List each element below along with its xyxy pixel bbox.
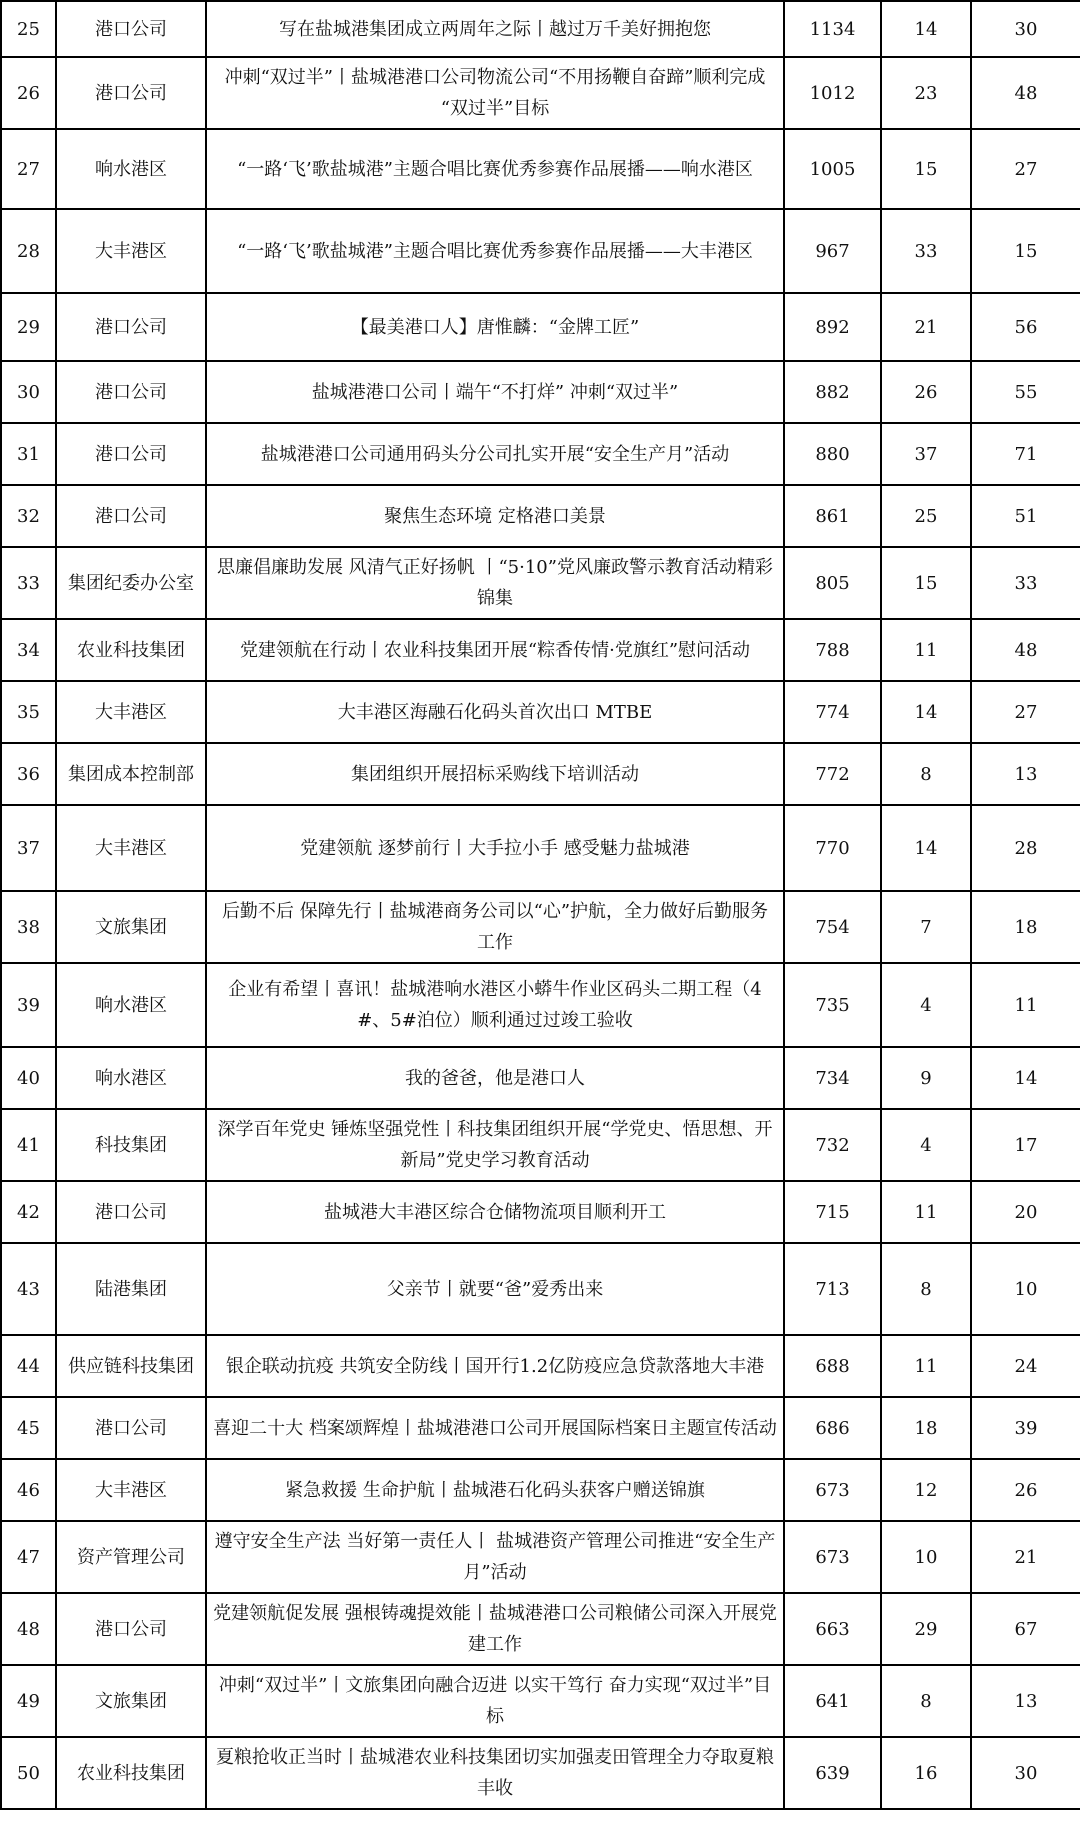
- row-number-cell: 43: [1, 1243, 56, 1335]
- article-title-cell: 【最美港口人】唐惟麟：“金牌工匠”: [206, 293, 784, 361]
- count-cell-2: 15: [881, 547, 971, 619]
- department-cell: 供应链科技集团: [56, 1335, 206, 1397]
- count-cell-2: 18: [881, 1397, 971, 1459]
- department-cell: 农业科技集团: [56, 619, 206, 681]
- read-count-cell: 715: [784, 1181, 881, 1243]
- count-cell-2: 14: [881, 1, 971, 57]
- count-cell-2: 8: [881, 1243, 971, 1335]
- row-number-cell: 47: [1, 1521, 56, 1593]
- article-title-cell: 盐城港港口公司通用码头分公司扎实开展“安全生产月”活动: [206, 423, 784, 485]
- read-count-cell: 861: [784, 485, 881, 547]
- count-cell-2: 4: [881, 1109, 971, 1181]
- table-row: [1, 1665, 1080, 1737]
- count-cell-3: 21: [971, 1521, 1080, 1593]
- row-number-cell: 31: [1, 423, 56, 485]
- count-cell-3: 56: [971, 293, 1080, 361]
- table-row: [1, 1521, 1080, 1593]
- read-count-cell: 735: [784, 963, 881, 1047]
- article-title-cell: 遵守安全生产法 当好第一责任人丨 盐城港资产管理公司推进“安全生产月”活动: [206, 1521, 784, 1593]
- count-cell-3: 11: [971, 963, 1080, 1047]
- table-row: [1, 619, 1080, 681]
- department-cell: 港口公司: [56, 423, 206, 485]
- table-row: [1, 1243, 1080, 1335]
- department-cell: 港口公司: [56, 361, 206, 423]
- read-count-cell: 663: [784, 1593, 881, 1665]
- department-cell: 港口公司: [56, 1397, 206, 1459]
- table-row: [1, 1593, 1080, 1665]
- count-cell-3: 14: [971, 1047, 1080, 1109]
- count-cell-3: 10: [971, 1243, 1080, 1335]
- count-cell-2: 10: [881, 1521, 971, 1593]
- row-number-cell: 40: [1, 1047, 56, 1109]
- article-title-cell: “一路‘飞’歌盐城港”主题合唱比赛优秀参赛作品展播——大丰港区: [206, 209, 784, 293]
- count-cell-2: 33: [881, 209, 971, 293]
- count-cell-3: 33: [971, 547, 1080, 619]
- row-number-cell: 36: [1, 743, 56, 805]
- table-row: [1, 361, 1080, 423]
- read-count-cell: 734: [784, 1047, 881, 1109]
- table-row: [1, 891, 1080, 963]
- table-row: [1, 1109, 1080, 1181]
- row-number-cell: 28: [1, 209, 56, 293]
- count-cell-2: 7: [881, 891, 971, 963]
- count-cell-3: 39: [971, 1397, 1080, 1459]
- department-cell: 科技集团: [56, 1109, 206, 1181]
- count-cell-2: 29: [881, 1593, 971, 1665]
- article-title-cell: 聚焦生态环境 定格港口美景: [206, 485, 784, 547]
- read-count-cell: 639: [784, 1737, 881, 1809]
- row-number-cell: 49: [1, 1665, 56, 1737]
- count-cell-3: 27: [971, 681, 1080, 743]
- row-number-cell: 42: [1, 1181, 56, 1243]
- table-row: [1, 1737, 1080, 1809]
- article-title-cell: 集团组织开展招标采购线下培训活动: [206, 743, 784, 805]
- row-number-cell: 44: [1, 1335, 56, 1397]
- table-row: [1, 1335, 1080, 1397]
- count-cell-3: 67: [971, 1593, 1080, 1665]
- count-cell-3: 15: [971, 209, 1080, 293]
- read-count-cell: 641: [784, 1665, 881, 1737]
- row-number-cell: 29: [1, 293, 56, 361]
- article-title-cell: 盐城港大丰港区综合仓储物流项目顺利开工: [206, 1181, 784, 1243]
- read-count-cell: 892: [784, 293, 881, 361]
- count-cell-2: 8: [881, 1665, 971, 1737]
- count-cell-2: 11: [881, 619, 971, 681]
- row-number-cell: 35: [1, 681, 56, 743]
- count-cell-2: 8: [881, 743, 971, 805]
- read-count-cell: 713: [784, 1243, 881, 1335]
- table-row: [1, 293, 1080, 361]
- count-cell-3: 26: [971, 1459, 1080, 1521]
- department-cell: 集团成本控制部: [56, 743, 206, 805]
- department-cell: 大丰港区: [56, 209, 206, 293]
- count-cell-2: 9: [881, 1047, 971, 1109]
- table-row: [1, 1047, 1080, 1109]
- table-row: [1, 805, 1080, 891]
- count-cell-3: 48: [971, 57, 1080, 129]
- department-cell: 港口公司: [56, 485, 206, 547]
- row-number-cell: 30: [1, 361, 56, 423]
- row-number-cell: 41: [1, 1109, 56, 1181]
- department-cell: 大丰港区: [56, 681, 206, 743]
- table-row: [1, 485, 1080, 547]
- read-count-cell: 770: [784, 805, 881, 891]
- read-count-cell: 686: [784, 1397, 881, 1459]
- count-cell-2: 15: [881, 129, 971, 209]
- table-row: [1, 57, 1080, 129]
- department-cell: 响水港区: [56, 129, 206, 209]
- department-cell: 港口公司: [56, 57, 206, 129]
- count-cell-3: 28: [971, 805, 1080, 891]
- article-title-cell: 深学百年党史 锤炼坚强党性丨科技集团组织开展“学党史、悟思想、开新局”党史学习教育活动: [206, 1109, 784, 1181]
- article-title-cell: 喜迎二十大 档案颂辉煌丨盐城港港口公司开展国际档案日主题宣传活动: [206, 1397, 784, 1459]
- count-cell-2: 14: [881, 805, 971, 891]
- read-count-cell: 967: [784, 209, 881, 293]
- table-body: [1, 1, 1080, 1809]
- count-cell-3: 13: [971, 743, 1080, 805]
- count-cell-3: 17: [971, 1109, 1080, 1181]
- row-number-cell: 38: [1, 891, 56, 963]
- count-cell-2: 14: [881, 681, 971, 743]
- department-cell: 文旅集团: [56, 1665, 206, 1737]
- department-cell: 陆港集团: [56, 1243, 206, 1335]
- read-count-cell: 882: [784, 361, 881, 423]
- count-cell-2: 21: [881, 293, 971, 361]
- count-cell-2: 23: [881, 57, 971, 129]
- read-count-cell: 788: [784, 619, 881, 681]
- count-cell-2: 16: [881, 1737, 971, 1809]
- row-number-cell: 50: [1, 1737, 56, 1809]
- row-number-cell: 34: [1, 619, 56, 681]
- table-row: [1, 1397, 1080, 1459]
- row-number-cell: 27: [1, 129, 56, 209]
- row-number-cell: 39: [1, 963, 56, 1047]
- article-title-cell: 写在盐城港集团成立两周年之际丨越过万千美好拥抱您: [206, 1, 784, 57]
- read-count-cell: 880: [784, 423, 881, 485]
- count-cell-2: 26: [881, 361, 971, 423]
- department-cell: 港口公司: [56, 1181, 206, 1243]
- row-number-cell: 46: [1, 1459, 56, 1521]
- article-title-cell: 冲刺“双过半”丨盐城港港口公司物流公司“不用扬鞭自奋蹄”顺利完成“双过半”目标: [206, 57, 784, 129]
- table-row: [1, 743, 1080, 805]
- table-row: [1, 1181, 1080, 1243]
- count-cell-3: 13: [971, 1665, 1080, 1737]
- read-count-cell: 1134: [784, 1, 881, 57]
- count-cell-3: 30: [971, 1737, 1080, 1809]
- row-number-cell: 32: [1, 485, 56, 547]
- department-cell: 港口公司: [56, 1593, 206, 1665]
- article-title-cell: 企业有希望丨喜讯！盐城港响水港区小蟒牛作业区码头二期工程（4#、5#泊位）顺利通过过竣工验收: [206, 963, 784, 1047]
- article-title-cell: 党建领航 逐梦前行丨大手拉小手 感受魅力盐城港: [206, 805, 784, 891]
- row-number-cell: 37: [1, 805, 56, 891]
- table-row: [1, 963, 1080, 1047]
- count-cell-2: 25: [881, 485, 971, 547]
- department-cell: 响水港区: [56, 963, 206, 1047]
- count-cell-3: 27: [971, 129, 1080, 209]
- table-row: [1, 209, 1080, 293]
- department-cell: 响水港区: [56, 1047, 206, 1109]
- article-title-cell: 夏粮抢收正当时丨盐城港农业科技集团切实加强麦田管理全力夺取夏粮丰收: [206, 1737, 784, 1809]
- department-cell: 农业科技集团: [56, 1737, 206, 1809]
- count-cell-3: 18: [971, 891, 1080, 963]
- row-number-cell: 48: [1, 1593, 56, 1665]
- article-title-cell: 思廉倡廉助发展 风清气正好扬帆 丨“5·10”党风廉政警示教育活动精彩锦集: [206, 547, 784, 619]
- read-count-cell: 673: [784, 1459, 881, 1521]
- article-title-cell: 党建领航促发展 强根铸魂提效能丨盐城港港口公司粮储公司深入开展党建工作: [206, 1593, 784, 1665]
- table-row: [1, 1459, 1080, 1521]
- count-cell-3: 55: [971, 361, 1080, 423]
- read-count-cell: 1005: [784, 129, 881, 209]
- count-cell-3: 48: [971, 619, 1080, 681]
- read-count-cell: 774: [784, 681, 881, 743]
- department-cell: 集团纪委办公室: [56, 547, 206, 619]
- count-cell-2: 11: [881, 1181, 971, 1243]
- article-title-cell: 紧急救援 生命护航丨盐城港石化码头获客户赠送锦旗: [206, 1459, 784, 1521]
- count-cell-3: 20: [971, 1181, 1080, 1243]
- read-count-cell: 772: [784, 743, 881, 805]
- count-cell-3: 71: [971, 423, 1080, 485]
- read-count-cell: 1012: [784, 57, 881, 129]
- row-number-cell: 26: [1, 57, 56, 129]
- count-cell-3: 51: [971, 485, 1080, 547]
- article-title-cell: 父亲节丨就要“爸”爱秀出来: [206, 1243, 784, 1335]
- count-cell-2: 4: [881, 963, 971, 1047]
- department-cell: 资产管理公司: [56, 1521, 206, 1593]
- article-title-cell: 我的爸爸，他是港口人: [206, 1047, 784, 1109]
- count-cell-3: 24: [971, 1335, 1080, 1397]
- count-cell-2: 12: [881, 1459, 971, 1521]
- article-title-cell: 银企联动抗疫 共筑安全防线丨国开行1.2亿防疫应急贷款落地大丰港: [206, 1335, 784, 1397]
- department-cell: 港口公司: [56, 293, 206, 361]
- read-count-cell: 805: [784, 547, 881, 619]
- table-row: [1, 423, 1080, 485]
- department-cell: 大丰港区: [56, 805, 206, 891]
- article-title-cell: 党建领航在行动丨农业科技集团开展“粽香传情·党旗红”慰问活动: [206, 619, 784, 681]
- row-number-cell: 33: [1, 547, 56, 619]
- article-title-cell: “一路‘飞’歌盐城港”主题合唱比赛优秀参赛作品展播——响水港区: [206, 129, 784, 209]
- count-cell-3: 30: [971, 1, 1080, 57]
- row-number-cell: 45: [1, 1397, 56, 1459]
- table-row: [1, 129, 1080, 209]
- table-row: [1, 681, 1080, 743]
- row-number-cell: 25: [1, 1, 56, 57]
- table-row: [1, 1, 1080, 57]
- read-count-cell: 688: [784, 1335, 881, 1397]
- department-cell: 文旅集团: [56, 891, 206, 963]
- department-cell: 港口公司: [56, 1, 206, 57]
- article-title-cell: 大丰港区海融石化码头首次出口 MTBE: [206, 681, 784, 743]
- table-row: [1, 547, 1080, 619]
- article-title-cell: 冲刺“双过半”丨文旅集团向融合迈进 以实干笃行 奋力实现“双过半”目标: [206, 1665, 784, 1737]
- count-cell-2: 11: [881, 1335, 971, 1397]
- article-title-cell: 盐城港港口公司丨端午“不打烊” 冲刺“双过半”: [206, 361, 784, 423]
- read-count-cell: 732: [784, 1109, 881, 1181]
- article-title-cell: 后勤不后 保障先行丨盐城港商务公司以“心”护航，全力做好后勤服务工作: [206, 891, 784, 963]
- department-cell: 大丰港区: [56, 1459, 206, 1521]
- read-count-cell: 754: [784, 891, 881, 963]
- read-count-cell: 673: [784, 1521, 881, 1593]
- count-cell-2: 37: [881, 423, 971, 485]
